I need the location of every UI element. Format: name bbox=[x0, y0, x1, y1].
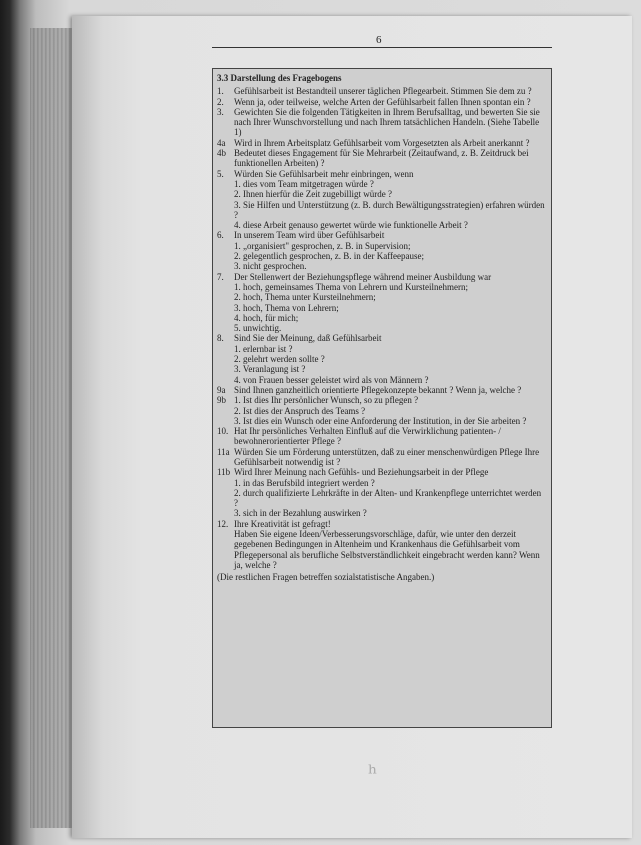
question-text: Würden Sie Gefühlsarbeit mehr einbringen, wenn bbox=[234, 168, 414, 179]
question-item bbox=[217, 508, 545, 518]
question-number: 2. bbox=[217, 96, 224, 107]
question-text: 3. sich in der Bezahlung auswirken ? bbox=[234, 508, 367, 519]
question-text: Wird in Ihrem Arbeitsplatz Gefühlsarbeit vom Vorgesetzten als Arbeit anerkannt ? bbox=[234, 137, 530, 148]
question-text: 2. Ihnen hierfür die Zeit zugebilligt würde ? bbox=[234, 189, 392, 200]
question-text: Bedeutet dieses Engagement für Sie Mehrarbeit (Zeitaufwand, z. B. Zeitdruck bei funktionellen Arbeiten) ? bbox=[234, 148, 529, 169]
question-item bbox=[217, 478, 545, 488]
question-number: 7. bbox=[217, 271, 224, 282]
question-item bbox=[217, 426, 545, 447]
question-text: Sind Ihnen ganzheitlich orientierte Pflegekonzepte bekannt ? Wenn ja, welche ? bbox=[234, 384, 522, 395]
question-number: 11a bbox=[217, 446, 230, 457]
question-text: 4. hoch, für mich; bbox=[234, 312, 299, 323]
question-item bbox=[217, 169, 545, 179]
question-item bbox=[217, 395, 545, 405]
question-text: 2. durch qualifizierte Lehrkräfte in der Alten- und Krankenpflege unterrichtet werden ? bbox=[234, 487, 542, 509]
questionnaire-box bbox=[212, 68, 552, 728]
question-text: 2. gelehrt werden sollte ? bbox=[234, 354, 325, 365]
question-text: Der Stellenwert der Beziehungspflege während meiner Ausbildung war bbox=[234, 271, 492, 282]
question-item bbox=[217, 282, 545, 292]
question-number: 1. bbox=[217, 86, 224, 97]
question-text: 3. Sie Hilfen und Unterstützung (z. B. durch Bewältigungsstrategien) erfahren würden ? bbox=[234, 199, 545, 220]
question-number: 4b bbox=[217, 148, 226, 159]
page-number: 6 bbox=[376, 34, 382, 46]
question-text: 4. von Frauen besser geleistet wird als von Männern ? bbox=[234, 374, 429, 385]
question-item bbox=[217, 364, 545, 374]
question-text: 3. nicht gesprochen. bbox=[234, 261, 307, 272]
question-text: 3. hoch, Thema von Lehrern; bbox=[234, 302, 339, 313]
question-number: 9b bbox=[217, 395, 226, 406]
question-text: 1. dies vom Team mitgetragen würde ? bbox=[234, 178, 374, 189]
question-number: 10. bbox=[217, 426, 229, 437]
question-item bbox=[217, 303, 545, 313]
question-text: Gefühlsarbeit ist Bestandteil unserer täglichen Pflegearbeit. Stimmen Sie dem zu ? bbox=[234, 86, 532, 97]
question-item bbox=[217, 529, 545, 570]
question-text: 1. in das Berufsbild integriert werden ? bbox=[234, 477, 375, 488]
question-item bbox=[217, 230, 545, 240]
question-number: 5. bbox=[217, 168, 224, 179]
question-list bbox=[217, 86, 545, 570]
question-item bbox=[217, 313, 545, 323]
question-item bbox=[217, 189, 545, 199]
question-item bbox=[217, 292, 545, 302]
question-number: 4a bbox=[217, 137, 226, 148]
question-item bbox=[217, 261, 545, 271]
question-item bbox=[217, 148, 545, 169]
question-text: 1. „organisiert" gesprochen, z. B. in Supervision; bbox=[234, 240, 411, 251]
question-item bbox=[217, 385, 545, 395]
question-item bbox=[217, 333, 545, 343]
question-text: 2. hoch, Thema unter Kursteilnehmern; bbox=[234, 292, 376, 303]
footnote: (Die restlichen Fragen betreffen sozialstatistische Angaben.) bbox=[217, 572, 435, 583]
question-item bbox=[217, 519, 545, 529]
question-text: 3. Veranlagung ist ? bbox=[234, 364, 306, 375]
question-text: Sind Sie der Meinung, daß Gefühlsarbeit bbox=[234, 333, 382, 344]
question-item bbox=[217, 416, 545, 426]
question-item bbox=[217, 375, 545, 385]
question-number: 12. bbox=[217, 518, 229, 529]
question-text: Wenn ja, oder teilweise, welche Arten der Gefühlsarbeit fallen Ihnen spontan ein ? bbox=[234, 96, 531, 107]
question-item bbox=[217, 354, 545, 364]
question-item bbox=[217, 272, 545, 282]
question-item bbox=[217, 488, 545, 509]
question-item bbox=[217, 107, 545, 138]
question-item bbox=[217, 344, 545, 354]
question-text: 5. unwichtig. bbox=[234, 323, 282, 334]
question-item bbox=[217, 467, 545, 477]
header-rule bbox=[212, 47, 552, 48]
section-title: 3.3 Darstellung des Fragebogens bbox=[217, 73, 342, 83]
question-text: 2. gelegentlich gesprochen, z. B. in der Kaffeepause; bbox=[234, 251, 425, 262]
question-text: 1. erlernbar ist ? bbox=[234, 343, 293, 354]
question-number: 11b bbox=[217, 467, 231, 478]
question-text: Würden Sie um Förderung unterstützen, daß zu einer menschenwürdigen Pflege Ihre Gefühlsarbeit notwendig ist ? bbox=[234, 446, 540, 467]
question-text: Haben Sie eigene Ideen/Verbesserungsvorschläge, dafür, wie unter den derzeit gegebenen Bedingungen in Altenheim und Krankenhaus die Gefühlsarbeit vom Pflegepersonal als berufliche Selbstverständlichkeit eingebracht werden kann? Wenn ja, welche ? bbox=[234, 529, 540, 570]
question-text: Ihre Kreativität ist gefragt! bbox=[234, 518, 331, 529]
question-text: Hat Ihr persönliches Verhalten Einfluß auf die Verwirklichung patienten- / bewohnerorientierter Pflege ? bbox=[234, 426, 501, 447]
question-text: 2. Ist dies der Anspruch des Teams ? bbox=[234, 405, 366, 416]
question-item bbox=[217, 323, 545, 333]
question-item bbox=[217, 86, 545, 96]
question-text: Gewichten Sie die folgenden Tätigkeiten in Ihrem Berufsalltag, und bewerten Sie sie nach Ihrer Wunschvorstellung und nach Ihrem tatsächlichen Handeln. (Siehe Tabelle 1) bbox=[234, 106, 540, 138]
question-item bbox=[217, 241, 545, 251]
question-text: 3. Ist dies ein Wunsch oder eine Anforderung der Institution, in der Sie arbeiten ? bbox=[234, 415, 527, 426]
question-item bbox=[217, 138, 545, 148]
question-text: In unserem Team wird über Gefühlsarbeit bbox=[234, 230, 385, 241]
question-item bbox=[217, 220, 545, 230]
question-item bbox=[217, 179, 545, 189]
pencil-mark: ʰ bbox=[368, 762, 378, 787]
question-item bbox=[217, 200, 545, 221]
question-text: 4. diese Arbeit genauso gewertet würde wie funktionelle Arbeit ? bbox=[234, 220, 468, 231]
question-item bbox=[217, 406, 545, 416]
question-item bbox=[217, 251, 545, 261]
page-edges bbox=[30, 28, 74, 828]
question-number: 6. bbox=[217, 230, 224, 241]
question-item bbox=[217, 447, 545, 468]
question-text: Wird Ihrer Meinung nach Gefühls- und Beziehungsarbeit in der Pflege bbox=[234, 467, 489, 478]
question-number: 8. bbox=[217, 333, 224, 344]
question-number: 9a bbox=[217, 384, 226, 395]
question-text: 1. hoch, gemeinsames Thema von Lehrern und Kursteilnehmern; bbox=[234, 281, 469, 292]
question-item bbox=[217, 97, 545, 107]
question-number: 3. bbox=[217, 106, 224, 117]
question-text: 1. Ist dies Ihr persönlicher Wunsch, so zu pflegen ? bbox=[234, 395, 419, 406]
